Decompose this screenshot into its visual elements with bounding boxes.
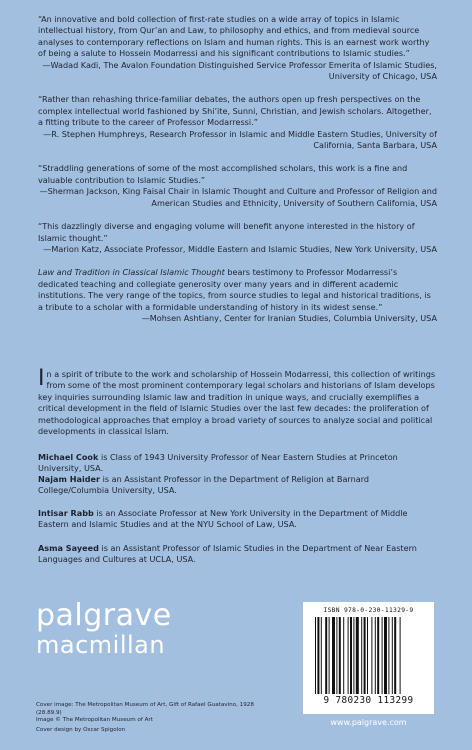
blurb-attribution: —Marion Katz, Associate Professor, Middle Eastern and Islamic Studies, New York University, USA — [43, 243, 437, 254]
editor-name: Najam Haider — [38, 474, 101, 484]
book-summary — [38, 366, 437, 437]
blurb-quote — [38, 267, 437, 313]
barcode-icon — [313, 617, 424, 694]
blurb — [38, 14, 437, 82]
editor-bio — [38, 474, 437, 497]
editor-bio — [38, 543, 437, 566]
publisher-logo — [36, 600, 172, 658]
drop-cap: I — [38, 366, 45, 391]
logo-palgrave: palgrave — [36, 598, 172, 633]
blurb — [38, 221, 437, 255]
editor-description: is an Associate Professor at New York University in the Department of Middle Eastern and Islamic Studies and at the NYU School of Law, USA. — [38, 508, 408, 530]
blurb — [38, 94, 437, 151]
editor-description: is Class of 1943 University Professor of Near Eastern Studies at Princeton University, USA. — [38, 452, 398, 474]
endorsements — [38, 14, 437, 336]
credit-line: Image © The Metropolitan Museum of Art — [36, 717, 153, 724]
blurb-attribution: —Sherman Jackson, King Faisal Chair in Islamic Thought and Culture and Professor of Religion and American Studies and Ethnicity, University of Southern California, USA — [39, 186, 437, 208]
summary-text: n a spirit of tribute to the work and scholarship of Hossein Modarressi, this collection of writings from some of the most prominent contemporary legal scholars and historians of Islam develops key inquiries surrounding Islamic law and tradition in unique ways, and crucially exemplifies a critical development in the field of Islamic Studies over the last few decades: the proliferation of methodological approaches that employ a broad variety of sources to analyze social and political developments in classical Islam. — [38, 369, 436, 437]
blurb-quote-rest: bears testimony to Professor Modarressi’s dedicated teaching and collegiate generosity over many years and in different academic institutions. The very range of the topics, from source studies to legal and historical traditions, is a tribute to a scholar with a formidable understanding of history in its widest sense.” — [38, 267, 431, 312]
editor-bio — [38, 508, 437, 531]
editor-name: Michael Cook — [38, 452, 99, 462]
logo-macmillan: macmillan — [36, 631, 166, 659]
blurb-quote: “This dazzlingly diverse and engaging volume will benefit anyone interested in the history of Islamic thought.” — [38, 221, 415, 243]
barcode-box — [303, 602, 434, 714]
editor-name: Asma Sayeed — [38, 543, 99, 553]
publisher-website[interactable]: www.palgrave.com — [330, 718, 407, 727]
isbn-digits: 9 780230 113299 — [323, 695, 414, 706]
editor-bio — [38, 452, 437, 475]
blurb-last — [38, 267, 437, 324]
blurb — [38, 163, 437, 209]
blurb-quote: “Straddling generations of some of the most accomplished scholars, this work is a fine and valuable contribution to Islamic Studies.” — [38, 163, 408, 185]
isbn-label: ISBN 978-0-230-11329-9 — [323, 607, 414, 614]
book-title: Law and Tradition in Classical Islamic Thought — [38, 267, 225, 278]
blurb-attribution: —Mohsen Ashtiany, Center for Iranian Studies, Columbia University, USA — [141, 312, 437, 323]
blurb-quote: “An innovative and bold collection of first-rate studies on a wide array of topics in Islamic intellectual history, from Qur’an and Law, to philosophy and ethics, and from medieval source analyses to contemporary reflections on Islam and human rights. This is an earnest work worthy of being a salute to Hossein Modarressi and his significant contributions to Islamic studies.” — [38, 14, 430, 59]
editor-description: is an Assistant Professor in the Department of Religion at Barnard College/Columbia University, USA. — [38, 474, 370, 496]
editor-description: is an Assistant Professor of Islamic Studies in the Department of Near Eastern Languages and Cultures at UCLA, USA. — [38, 543, 417, 565]
editor-name: Intisar Rabb — [38, 508, 94, 518]
credit-line: Cover image: The Metropolitan Museum of Art, Gift of Rafael Guatavino, 1928 (28.89.9) — [36, 702, 254, 716]
credit-line: Cover design by Oscar Spigolon — [36, 726, 126, 733]
blurb-attribution: —Wadad Kadi, The Avalon Foundation Distinguished Service Professor Emerita of Islamic Studies, University of Chicago, USA — [42, 59, 437, 82]
cover-credits — [36, 702, 266, 734]
blurb-quote: “Rather than rehashing thrice-familiar debates, the authors open up fresh perspectives on the complex intellectual world fashioned by Shi’ite, Sunni, Christian, and Jewish scholars. Altogether, a fitting tribute to the career of Professor Modarressi.” — [38, 94, 432, 128]
blurb-attribution: —R. Stephen Humphreys, Research Professor in Islamic and Middle Eastern Studies, University of California, Santa Barbara, USA — [43, 128, 437, 151]
